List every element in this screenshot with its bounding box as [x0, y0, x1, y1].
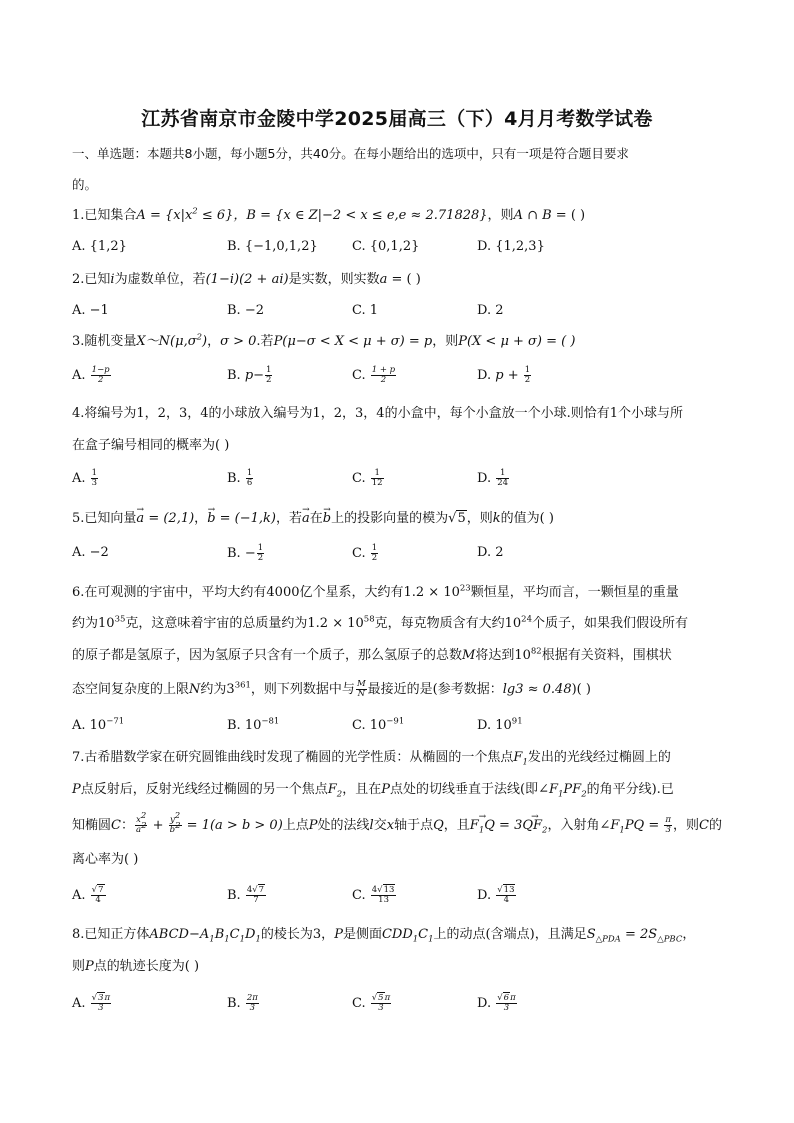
q5-option-d[interactable]: D. 2	[477, 545, 504, 560]
q8-option-d[interactable]: D. $\frac{√6\pi}{3}$	[477, 993, 516, 1013]
q2-option-b[interactable]: B. −2	[227, 303, 264, 318]
q1-text-c: = ( )	[551, 208, 586, 223]
q4-option-d[interactable]: D. $\frac{1}{24}$	[477, 468, 509, 488]
question-3-options	[72, 366, 724, 388]
q3-prob1: P(μ−σ < X < μ + σ) = p	[273, 334, 433, 349]
q6-option-b[interactable]: B. $10^{-81}$	[227, 716, 280, 733]
question-2-options	[72, 302, 724, 324]
q1-option-c[interactable]: C. {0,1,2}	[352, 239, 420, 254]
section-heading	[72, 145, 724, 163]
question-6-line-2: 约为$10^{35}$克，这意味着宇宙的总质量约为$1.2 \times 10^{58}$克，每克物质含有大约$10^{24}$个质子，如果我们假设所有	[72, 614, 689, 631]
question-8-line-2: 则P点的轨迹长度为( )	[72, 959, 200, 974]
q2-text-b: 为虚数单位，若	[114, 272, 206, 287]
q4-line2: 在盒子编号相同的概率为( )	[72, 438, 230, 453]
q5-sqrt: √5	[448, 511, 466, 526]
q8-option-a[interactable]: A. $\frac{√3\pi}{3}$	[72, 993, 111, 1013]
q5-text-d: 上的投影向量的模为	[331, 511, 449, 526]
q3-option-d[interactable]: D. p + $\frac{1}{2}$	[477, 365, 531, 385]
q2-option-c[interactable]: C. 1	[352, 303, 379, 318]
q2-a: a	[379, 272, 388, 287]
q8-option-c[interactable]: C. $\frac{√5\pi}{3}$	[352, 993, 391, 1013]
question-4-stem	[72, 405, 724, 423]
q6-number: 6.	[72, 585, 85, 600]
q3-option-a[interactable]: A. $\frac{1-p}{2}$	[72, 365, 110, 385]
q3-option-b[interactable]: B. p− $\frac{1}{2}$	[227, 365, 272, 385]
question-8-options	[72, 994, 724, 1016]
q2-text-a: 已知	[84, 272, 111, 287]
q5-number: 5.	[72, 511, 85, 526]
q6-option-c[interactable]: C. $10^{-91}$	[352, 716, 405, 733]
q3-text-a: 随机变量	[84, 334, 137, 349]
section-heading-line2: 的。	[72, 177, 98, 192]
question-6-line-4: 态空间复杂度的上限N约为$3^{361}$，则下列数据中与 $\frac{M}{N}$ 最接近的是(参考数据：lg3 ≈ 0.48)( )	[72, 679, 591, 699]
q2-text-d: = ( )	[387, 272, 421, 287]
q6-star-count: $1.2 \times 10^{23}$	[403, 583, 471, 600]
question-7-options	[72, 886, 724, 908]
q5-text-e: ，则	[466, 511, 493, 526]
q5-separator: ，	[194, 511, 208, 526]
q6-go-complexity: $3^{361}$	[226, 680, 251, 697]
q5-text-a: 已知向量	[84, 511, 137, 526]
q1-set-b: B = {x ∈ Z|−2 < x ≤ e,e ≈ 2.71828}	[246, 208, 488, 223]
q7-option-c[interactable]: C. $\frac{4√13}{13}$	[352, 885, 395, 905]
q5-vector-b: → b	[207, 510, 215, 528]
q6-protons: $10^{24}$	[504, 614, 532, 631]
page-title: 江苏省南京市金陵中学2025届高三（下）4月月考数学试卷	[141, 108, 653, 130]
question-7-line-1: 7.古希腊数学家在研究圆锥曲线时发现了椭圆的光学性质：从椭圆的一个焦点$F_1$发出的光线经过椭圆上的	[72, 750, 671, 768]
q3-option-c[interactable]: C. $\frac{1 + p}{2}$	[352, 365, 396, 385]
q1-option-d[interactable]: D. {1,2,3}	[477, 239, 545, 254]
q3-text-d: ，则	[432, 334, 459, 349]
q7-focus-2: $F_2$	[327, 782, 343, 800]
q7-number: 7.	[72, 750, 85, 765]
q5-vector-a: → a	[136, 510, 144, 528]
q8-face: $CDD_1C_1$	[381, 927, 434, 945]
q3-condition: σ > 0	[220, 334, 257, 349]
q2-option-d[interactable]: D. 2	[477, 303, 504, 318]
q7-ellipse-y-term: $\frac{y^2}{b^2}$	[169, 811, 181, 835]
q2-i: i	[110, 272, 115, 287]
q3-text-b: ，	[207, 334, 221, 349]
question-1-stem	[72, 207, 724, 225]
question-3-stem	[72, 333, 724, 351]
q5-vector-a-ref: → a	[302, 510, 310, 528]
q6-option-a[interactable]: A. $10^{-71}$	[72, 716, 125, 733]
q5-text-c: 在	[309, 511, 323, 526]
q3-distribution: $X\sim N(\mu,\sigma^2)$	[136, 332, 208, 349]
q3-text-c: .若	[256, 334, 274, 349]
q3-prob2: P(X < μ + σ) = ( )	[458, 334, 576, 349]
q2-option-a[interactable]: A. −1	[72, 303, 109, 318]
q6-option-d[interactable]: D. $10^{91}$	[477, 716, 523, 733]
question-6-line-1: 6.在可观测的宇宙中，平均大约有4000亿个星系，大约有$1.2 \times 10^{23}$颗恒星，平均而言，一颗恒星的重量	[72, 583, 679, 600]
section-heading-continued	[72, 176, 724, 194]
q1-set-a: $A = \{x|x^2 \le 6\}$，	[136, 206, 247, 223]
q2-number: 2.	[72, 272, 85, 287]
q7-ellipse-x-term: $\frac{x^2}{a^2}$	[135, 811, 147, 835]
q7-focus-1: $F_1$	[513, 750, 528, 768]
question-7-line-4: 离心率为( )	[72, 852, 139, 867]
q8-cube: $ABCD-A_1B_1C_1D_1$	[149, 927, 261, 945]
q1-text-b: ，则	[487, 208, 514, 223]
q8-number: 8.	[72, 927, 85, 942]
question-8-line-1: 8.已知正方体$ABCD-A_1B_1C_1D_1$的棱长为3，P是侧面$CDD_1C_1$上的动点(含端点)，且满足$S_{\triangle PDA} = 2S_{\triangle PBC}$，	[72, 927, 696, 945]
q1-text-a: 已知集合	[84, 208, 137, 223]
q5-option-c[interactable]: C. $\frac{1}{2}$	[352, 543, 378, 563]
q8-option-b[interactable]: B. $\frac{2\pi}{3}$	[227, 993, 258, 1013]
q5-option-a[interactable]: A. −2	[72, 545, 109, 560]
q5-vector-b-value: = (−1,k)	[215, 511, 276, 526]
q4-line1: 将编号为1，2，3，4的小球放入编号为1，2，3，4的小盒中，每个小盒放一个小球.则恰有1个小球与所	[84, 406, 683, 421]
question-5-stem	[72, 510, 724, 528]
q4-option-b[interactable]: B. $\frac{1}{6}$	[227, 468, 253, 488]
q1-option-b[interactable]: B. {−1,0,1,2}	[227, 239, 318, 254]
section-heading-line1: 一、单选题：本题共8小题，每小题5分，共40分。在每小题给出的选项中，只有一项是符合题目要求	[72, 146, 629, 161]
question-5-options	[72, 544, 724, 566]
q1-option-a[interactable]: A. {1,2}	[72, 239, 127, 254]
q7-angle-f1pf2: $\angle F_1PF_2$	[538, 782, 587, 800]
question-4-options	[72, 469, 724, 491]
q6-atoms: $10^{82}$	[514, 646, 542, 663]
question-6-line-3: 的原子都是氢原子，因为氢原子只含有一个质子，那么氢原子的总数M将达到$10^{82}$根据有关资料，围棋状	[72, 646, 672, 663]
q6-ratio: $\frac{M}{N}$	[356, 679, 366, 699]
question-7-line-3: 知椭圆C： $\frac{x^2}{a^2}$ + $\frac{y^2}{b^2}$ = 1(a > b > 0)上点P处的法线l交x轴于点Q，且→ $F_1Q = 3\to QF_2$，入射角$\angle F_1PQ$ = $\frac{\pi}{3}$ ，则C的	[72, 816, 724, 835]
q5-vector-b-ref: → b	[323, 510, 331, 528]
q4-number: 4.	[72, 406, 85, 421]
q5-vector-a-value: = (2,1)	[144, 511, 195, 526]
q5-option-b[interactable]: B. − $\frac{1}{2}$	[227, 543, 264, 563]
q1-expr: A ∩ B	[513, 208, 552, 223]
q7-vector-qf2: → $QF_2$	[522, 817, 547, 835]
q4-option-c[interactable]: C. $\frac{1}{12}$	[352, 468, 383, 488]
q8-area-condition: $S_{\triangle PDA} = 2S_{\triangle PBC}$	[586, 927, 683, 945]
question-1-options	[72, 238, 724, 260]
question-6-options	[72, 717, 724, 739]
question-7-line-2: P点反射后，反射光线经过椭圆的另一个焦点$F_2$，且在P点处的切线垂直于法线(即$\angle F_1PF_2$的角平分线).已	[72, 782, 674, 800]
question-4-stem-continued	[72, 437, 724, 455]
q7-option-b[interactable]: B. $\frac{4√7}{7}$	[227, 885, 265, 905]
q7-incidence-angle: $\angle F_1PQ$ =	[599, 818, 664, 836]
q7-option-d[interactable]: D. $\frac{√13}{4}$	[477, 885, 515, 905]
q1-number: 1.	[72, 208, 85, 223]
q6-star-mass: $10^{35}$	[98, 614, 126, 631]
q4-option-a[interactable]: A. $\frac{1}{3}$	[72, 468, 98, 488]
q5-text-f: 的值为( )	[500, 511, 554, 526]
q2-text-c: 是实数，则实数	[288, 272, 380, 287]
q5-text-b: ，若	[276, 511, 303, 526]
q5-k: k	[492, 511, 501, 526]
q7-option-a[interactable]: A. $\frac{√7}{4}$	[72, 885, 104, 905]
q7-vector-f1q: → $F_1Q$	[470, 817, 495, 835]
question-2-stem	[72, 271, 724, 289]
q3-number: 3.	[72, 334, 85, 349]
q2-expr: (1−i)(2 + ai)	[205, 272, 289, 287]
q6-total-mass: $1.2 \times 10^{58}$	[307, 614, 375, 631]
